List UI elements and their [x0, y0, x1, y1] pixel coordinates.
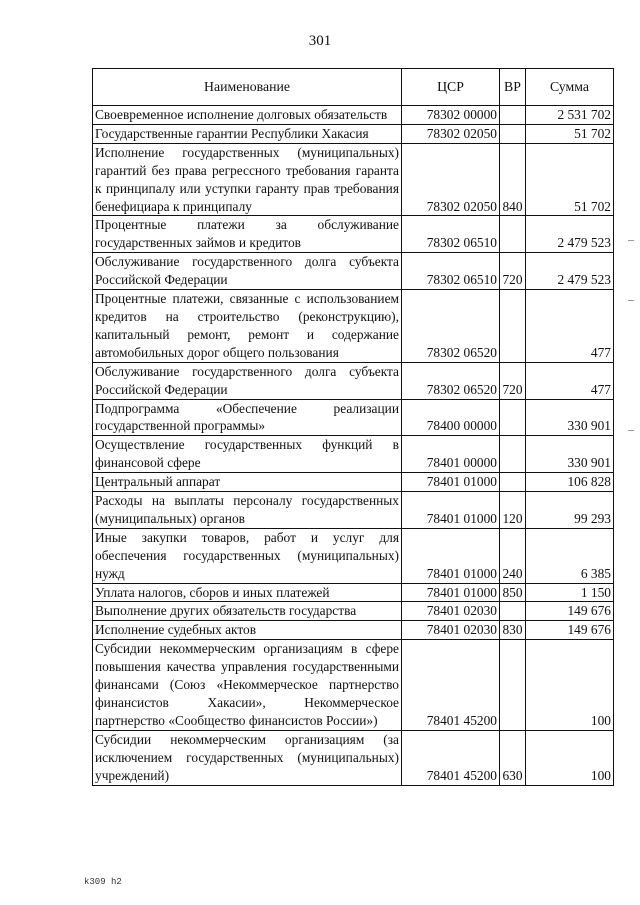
row-vr	[500, 436, 526, 473]
row-sum: 99 293	[526, 492, 614, 529]
row-name: Подпрограмма «Обеспечение реализации государственной программы»	[93, 399, 402, 436]
header-sum: Сумма	[526, 69, 614, 106]
row-csr: 78302 06520	[402, 290, 500, 363]
row-sum: 149 676	[526, 602, 614, 621]
row-vr	[500, 290, 526, 363]
row-name: Субсидии некоммерческим организациям (за исключением государственных (муниципальных) учреждений)	[93, 730, 402, 785]
row-name: Обслуживание государственного долга субъекта Российской Федерации	[93, 362, 402, 399]
row-vr	[500, 399, 526, 436]
row-name: Осуществление государственных функций в финансовой сфере	[93, 436, 402, 473]
row-sum: 330 901	[526, 399, 614, 436]
row-vr	[500, 640, 526, 731]
table-row	[93, 143, 614, 216]
table-row	[93, 290, 614, 363]
row-csr: 78401 45200	[402, 640, 500, 731]
row-csr: 78400 00000	[402, 399, 500, 436]
row-csr: 78302 02050	[402, 124, 500, 143]
table-row	[93, 583, 614, 602]
row-vr	[500, 602, 526, 621]
row-name: Субсидии некоммерческим организациям в сфере повышения качества управления государственными финансами (Союз «Некоммерческое партнерство финансистов Хакасии», Некоммерческое партнерство «Сообщество финансистов России»)	[93, 640, 402, 731]
row-sum: 1 150	[526, 583, 614, 602]
row-sum: 100	[526, 730, 614, 785]
row-name: Обслуживание государственного долга субъекта Российской Федерации	[93, 253, 402, 290]
row-sum: 51 702	[526, 124, 614, 143]
row-csr: 78401 01000	[402, 583, 500, 602]
row-vr	[500, 473, 526, 492]
row-sum: 477	[526, 362, 614, 399]
table-row	[93, 473, 614, 492]
row-csr: 78401 01000	[402, 473, 500, 492]
budget-table	[92, 68, 614, 786]
row-vr: 120	[500, 492, 526, 529]
row-csr: 78302 02050	[402, 143, 500, 216]
row-vr: 240	[500, 528, 526, 583]
row-name: Уплата налогов, сборов и иных платежей	[93, 583, 402, 602]
row-name: Центральный аппарат	[93, 473, 402, 492]
table-row	[93, 399, 614, 436]
row-name: Исполнение государственных (муниципальных) гарантий без права регрессного требования гаранта к принципалу или уступки гаранту прав требования бенефициара к принципалу	[93, 143, 402, 216]
row-csr: 78401 02030	[402, 602, 500, 621]
row-name: Выполнение других обязательств государства	[93, 602, 402, 621]
row-vr: 840	[500, 143, 526, 216]
row-name: Процентные платежи за обслуживание государственных займов и кредитов	[93, 216, 402, 253]
row-vr: 720	[500, 362, 526, 399]
table-row	[93, 362, 614, 399]
row-csr: 78401 01000	[402, 528, 500, 583]
table-row	[93, 640, 614, 731]
row-sum: 330 901	[526, 436, 614, 473]
table-row	[93, 730, 614, 785]
row-sum: 2 479 523	[526, 216, 614, 253]
table-row	[93, 602, 614, 621]
table-row	[93, 621, 614, 640]
row-sum: 477	[526, 290, 614, 363]
row-sum: 51 702	[526, 143, 614, 216]
row-csr: 78302 06520	[402, 362, 500, 399]
row-name: Иные закупки товаров, работ и услуг для обеспечения государственных (муниципальных) нужд	[93, 528, 402, 583]
margin-tick	[628, 300, 634, 301]
row-name: Государственные гарантии Республики Хакасия	[93, 124, 402, 143]
table-row	[93, 216, 614, 253]
row-sum: 2 479 523	[526, 253, 614, 290]
table-row	[93, 124, 614, 143]
table-row	[93, 528, 614, 583]
row-name: Своевременное исполнение долговых обязательств	[93, 106, 402, 125]
row-vr: 850	[500, 583, 526, 602]
table-row	[93, 106, 614, 125]
margin-tick	[628, 430, 634, 431]
row-csr: 78302 06510	[402, 253, 500, 290]
table-row	[93, 253, 614, 290]
row-csr: 78401 45200	[402, 730, 500, 785]
row-name: Исполнение судебных актов	[93, 621, 402, 640]
row-vr	[500, 106, 526, 125]
row-csr: 78401 01000	[402, 492, 500, 529]
row-vr: 830	[500, 621, 526, 640]
row-csr: 78401 00000	[402, 436, 500, 473]
page-number: 301	[308, 33, 332, 49]
row-sum: 100	[526, 640, 614, 731]
row-sum: 6 385	[526, 528, 614, 583]
table-header-row	[93, 69, 614, 106]
footer-code: k309 h2	[84, 877, 122, 887]
header-csr: ЦСР	[402, 69, 500, 106]
margin-tick	[628, 240, 634, 241]
row-sum: 106 828	[526, 473, 614, 492]
row-vr: 630	[500, 730, 526, 785]
row-csr: 78302 00000	[402, 106, 500, 125]
row-vr: 720	[500, 253, 526, 290]
row-csr: 78302 06510	[402, 216, 500, 253]
table-row	[93, 436, 614, 473]
header-vr: ВР	[500, 69, 526, 106]
row-vr	[500, 216, 526, 253]
row-csr: 78401 02030	[402, 621, 500, 640]
row-name: Расходы на выплаты персоналу государственных (муниципальных) органов	[93, 492, 402, 529]
row-name: Процентные платежи, связанные с использованием кредитов на строительство (реконструкцию), капитальный ремонт, ремонт и содержание автомобильных дорог общего пользования	[93, 290, 402, 363]
table-row	[93, 492, 614, 529]
row-sum: 2 531 702	[526, 106, 614, 125]
row-sum: 149 676	[526, 621, 614, 640]
header-name: Наименование	[93, 69, 402, 106]
row-vr	[500, 124, 526, 143]
